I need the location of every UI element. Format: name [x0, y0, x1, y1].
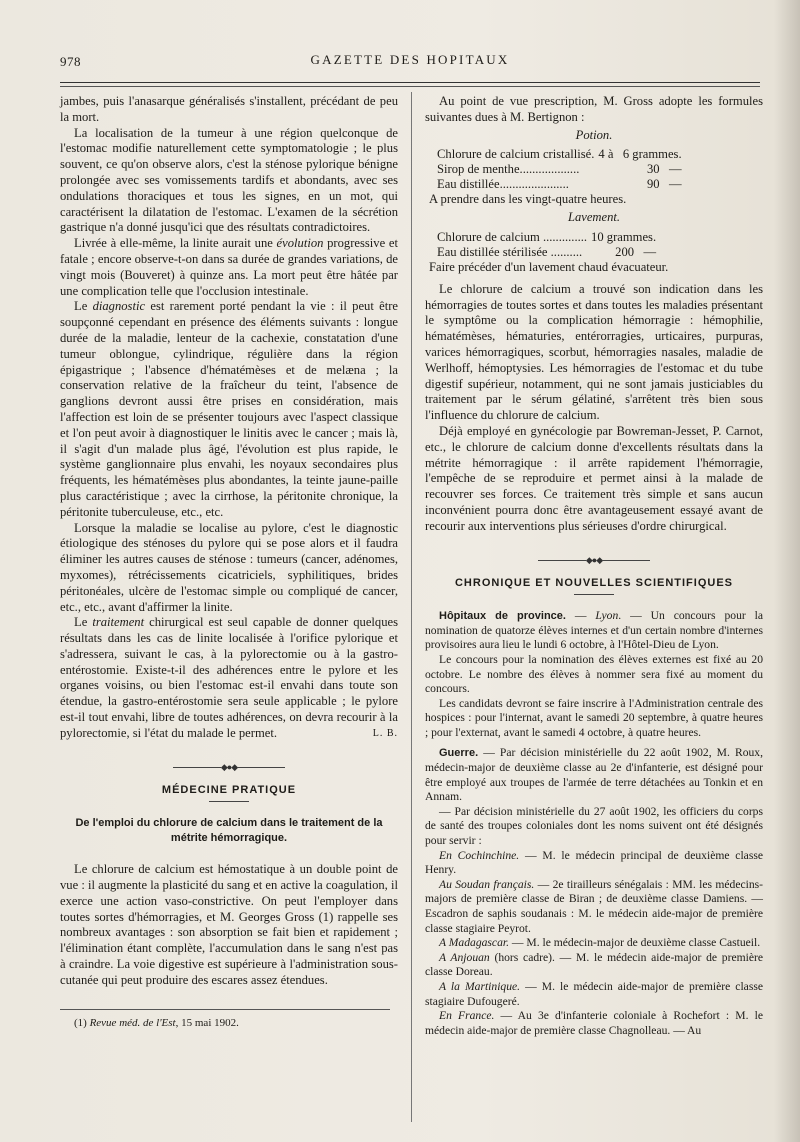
news-item: Les candidats devront se faire inscrire à l'Administration centrale des hospices : pour l'internat, avant le samedi 20 septembre, à quatre heures ; pour l'externat, avant le samedi 4 octobre, à quatre heures. — [425, 696, 763, 739]
news-item: — Par décision ministérielle du 27 août 1902, les officiers du corps de santé des troupes coloniales dont les noms suivent ont été désignés pour servir : — [425, 804, 763, 848]
formula-qty: 10 grammes. — [591, 229, 657, 244]
news-heading: Hôpitaux de province. — [439, 610, 566, 623]
footnote-rule — [60, 1009, 390, 1010]
text: est rarement porté pendant la vie : il peut être soupçonné cependant en présence des éléments suivants : longue durée de la maladie, lenteur de la cachexie, constatation d'une tumeur oblongue, cylindrique, régulière dans la région épigastrique ; l'absence d'hématémèses et de melæna ; la conservation relative de la fraîcheur du teint, l'absence de ganglions devront aussi être prises en considération, mais l'affection est loin de se présenter toujours avec l'aspect classique et l'on peut avoir à diagnostiquer le linitis avec le cancer ; mais là, il s'agit d'un malade plus âgé, l'évolution est plus rapide, le système ganglionnaire plus envahi, les noyaux secondaires plus fréquents, les hématémèses plus abondantes, la teinte jaune-paille plus caractéristique ; avec la cirrhose, la péritonite chronique, la péritonite tuberculeuse, etc., etc. — [60, 299, 398, 519]
news-item — [425, 878, 763, 936]
text: — — [565, 609, 596, 623]
text: (hors cadre). — M. le médecin aide-major de première classe Doreau. — [425, 950, 763, 979]
text: , 15 mai 1902. — [175, 1016, 239, 1029]
column-divider — [411, 92, 412, 1122]
formula-row — [437, 177, 682, 192]
emphasis: diagnostic — [92, 299, 146, 314]
text: — Au 3e d'infanterie coloniale à Rochefort : M. le médecin aide-major de première classe Chagnolleau. — Au — [425, 1009, 763, 1037]
page-edge-shadow — [774, 0, 800, 1142]
paragraph: Le chlorure de calcium a trouvé son indication dans les hémorragies de toutes sortes et dans toutes les maladies présentant le symptôme ou la complication hémorragie : hémophilie, hématémèses, hématuries, entérorragies, urticaires, purpuras, varices hémorragiques, scorbut, hémorragies nasales, maladie de Werlhoff, hémoptysies. Les hémorragies de l'estomac et du tube digestif supérieur, notamment, qui ne sont jamais justiciables du traitement par le sérum gélatiné, s'arrêtent très bien sous l'influence du chlorure de calcium. — [425, 281, 763, 423]
text: progressive et fatale ; encore observe-t-on dans sa durée de grandes variations, de vingt mois (Bouveret) à quinze ans. La mort peut être hâtée par une complication telle que l'occlusion intestinale. — [60, 236, 398, 298]
section-rule — [574, 594, 614, 595]
paragraph — [60, 236, 398, 299]
left-column — [60, 94, 398, 1031]
formula-item: Eau distillée...................... — [437, 177, 569, 192]
formula-item: Chlorure de calcium cristallisé. — [437, 147, 595, 162]
news-heading: Guerre. — [439, 747, 479, 760]
paragraph: Au point de vue prescription, M. Gross adopte les formules suivantes dues à M. Bertignon : — [425, 94, 763, 124]
text: (1) — [74, 1016, 90, 1029]
paragraph — [60, 299, 398, 520]
text: . — Un concours pour la nomination de quatorze élèves internes et d'un certain nombre d'internes provisoires aura lieu le lundi 6 octobre, à l'Hôtel-Dieu de Lyon. — [425, 609, 764, 652]
news-item — [425, 980, 763, 1009]
paragraph: La localisation de la tumeur à une région quelconque de l'estomac modifie naturellement cette symptomatologie ; le plus souvent, ce qu'on observe alors, c'est la sténose pylorique bénigne prolongée avec ses vomissements tardifs et abondants, avec ses ondulations thoraciques et tous les signes, en un mot, qui caractérisent la dilatation de l'estomac. L'examen de la sécrétion gastrique n'a donné jusqu'ici que des résultats contradictoires. — [60, 125, 398, 235]
formula-item: Sirop de menthe................... — [437, 162, 580, 177]
formula-qty: 90 — — [646, 177, 682, 192]
ornament-divider: ◆●◆ — [60, 760, 398, 776]
text: Le — [74, 299, 93, 314]
news-item: Le concours pour la nomination des élèves externes est fixé au 20 octobre. Le nombre des élèves à nommer sera fixé au moment du concours. — [425, 652, 763, 696]
ornament-divider: ◆●◆ — [425, 553, 763, 569]
emphasis: A la Martinique. — [439, 979, 521, 993]
section-rule — [209, 801, 249, 802]
news-item — [425, 849, 763, 878]
news-item — [425, 746, 763, 804]
text: chirurgical est seul capable de donner quelques résultats dans les cas de linite localisée à l'orifice pylorique et s'adressera, suivant le cas, à la pylorectomie ou à la gastro-entérostomie. Existe-t-il des adhérences entre le pylore et les organes voisins, ou bien l'estomac est-il envahi dans toute son étendue, la gastro-entérostomie sera seule applicable ; le pylore est-il tout envahi, libre de toutes adhérences, on devra recourir à la pylorectomie, si l'état du malade le permet. — [60, 615, 398, 740]
formula-item: Chlorure de calcium .............. — [437, 229, 588, 244]
potion-formula — [437, 147, 682, 192]
lavement-title: Lavement. — [567, 210, 621, 225]
paragraph — [60, 615, 398, 741]
news-item — [425, 936, 763, 951]
emphasis: Revue méd. de l'Est — [89, 1016, 176, 1029]
footnote — [60, 1016, 398, 1032]
text: — M. le médecin-major de deuxième classe Castueil. — [509, 936, 761, 950]
text: — Par décision ministérielle du 22 août 1902, M. Roux, médecin-major de deuxième classe au 2e d'infanterie, est désigné pour être employé aux troupes de l'armée de terre détachées au Tonkin et en Annam. — [425, 746, 763, 804]
text: — M. le médecin aide-major de première classe stagiaire Dufougeré. — [425, 979, 763, 1008]
formula-qty: 4 à 6 grammes. — [598, 147, 682, 162]
formula-note: A prendre dans les vingt-quatre heures. — [429, 192, 627, 207]
formula-note: Faire précéder d'un lavement chaud évacuateur. — [429, 259, 669, 274]
emphasis: En France. — [439, 1009, 495, 1023]
text: — 2e tirailleurs sénégalais : MM. les médecins-majors de première classe de Biran ; de deuxième classe Damiens. — Escadron de saphis soudanais : M. le médecin aide-major de première classe stagiaire Peyrot. — [425, 877, 763, 935]
text: Livrée à elle-même, la linite aurait une — [74, 236, 277, 251]
author-signature: L. B. — [372, 727, 398, 739]
emphasis: Lyon — [595, 609, 619, 623]
news-item — [425, 1009, 763, 1038]
paragraph: Déjà employé en gynécologie par Bowreman-Jesset, P. Carnot, etc., le chlorure de calcium donne d'excellents résultats dans la métrite hémorragique : il arrête rapidement l'hémorragie, l'empêche de se reproduire et permet ainsi à la malade de recouvrer ses forces. Ce traitement très simple et sans aucun inconvénient pourra donc être avantageusement essayé avant de recourir aux interventions plus sérieuses d'ordre chirurgical. — [425, 423, 763, 533]
section-title: MÉDECINE PRATIQUE — [161, 784, 297, 797]
paragraph: Le chlorure de calcium est hémostatique à un double point de vue : il augmente la plasticité du sang et en active la coagulation, il exerce une action vaso-constrictive. On peut l'employer dans toutes sortes d'hémorragies, et M. Georges Gross (1) rappelle ses nombreux avantages : son absorption se fait bien et rapidement ; l'élimination étant complète, l'accumulation dans le sang n'est pas à craindre. La voie digestive est supérieure à l'administration sous-cutanée qui peut produire des escares assez étendues. — [60, 862, 398, 987]
page-header — [60, 50, 760, 72]
news-item — [425, 609, 763, 653]
emphasis: A Anjouan — [439, 950, 490, 964]
header-rule-thin — [60, 86, 760, 87]
running-title: GAZETTE DES HOPITAUX — [310, 52, 510, 67]
text: Le — [74, 615, 93, 630]
right-column — [425, 94, 763, 1038]
news-item — [425, 951, 763, 980]
emphasis: évolution — [276, 236, 324, 251]
emphasis: traitement — [92, 615, 145, 630]
paragraph: Lorsque la maladie se localise au pylore, c'est le diagnostic étiologique des sténoses du pylore qui se pose alors et il faudra éliminer les autres causes de sténose : tumeurs (cancer, adénomes, myxomes), rétrécissements cicatriciels, syphilitiques, brides péritonéales, ulcère de l'estomac simple ou compliqué de cancer, etc., etc., avant d'affirmer la linite. — [60, 520, 398, 614]
emphasis: Au Soudan français. — [439, 877, 535, 891]
article-title: De l'emploi du chlorure de calcium dans le traitement de la métrite hémorragique. — [75, 817, 383, 845]
header-rule — [60, 82, 760, 83]
formula-row — [437, 162, 682, 177]
formula-qty: 200 — — [615, 244, 657, 259]
paragraph: jambes, puis l'anasarque généralisés s'installent, précédant de peu la mort. — [60, 94, 398, 124]
formula-row — [437, 245, 656, 260]
lavement-formula — [437, 230, 656, 260]
news-block — [425, 609, 763, 1038]
section-title: CHRONIQUE ET NOUVELLES SCIENTIFIQUES — [454, 577, 734, 590]
formula-row — [437, 230, 656, 245]
emphasis: En Cochinchine. — [439, 848, 520, 862]
page-number: 978 — [60, 54, 81, 69]
text: — M. le médecin principal de deuxième classe Henry. — [425, 848, 763, 877]
potion-title: Potion. — [575, 127, 613, 142]
emphasis: A Madagascar. — [439, 936, 509, 950]
formula-row — [437, 147, 682, 162]
formula-qty: 30 — — [646, 162, 682, 177]
formula-item: Eau distillée stérilisée .......... — [437, 244, 583, 259]
